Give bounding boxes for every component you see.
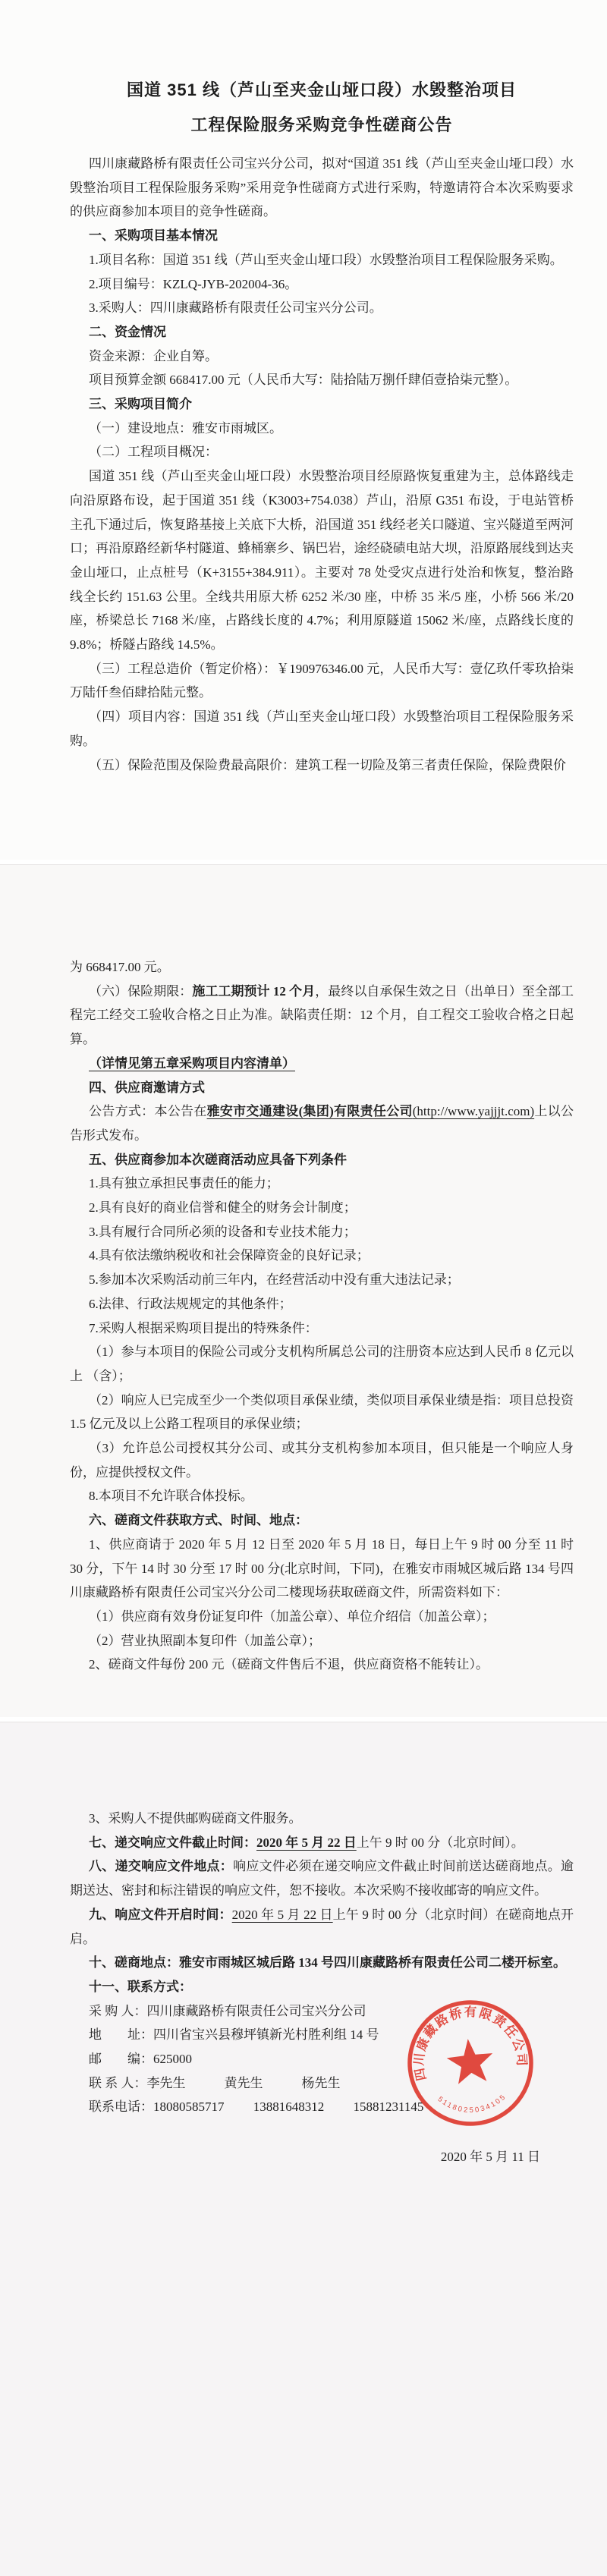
text-segment: （1）参与本项目的保险公司或分支机构所属总公司的注册资本应达到人民币 8 亿元以上 （含）；	[70, 1345, 574, 1383]
text-segment: （1）供应商有效身份证复印件（加盖公章）、单位介绍信（加盖公章）；	[89, 1609, 495, 1624]
text-segment: 项目预算金额 668417.00 元（人民币大写：陆拾陆万捌仟肆佰壹拾柒元整）。	[89, 373, 518, 388]
paragraph	[70, 417, 574, 441]
text-segment: （二）工程项目概况：	[89, 445, 218, 460]
paragraph	[70, 248, 574, 272]
text-segment: 地 址：四川省宝兴县穆坪镇新光村胜利组 14 号	[89, 2027, 379, 2043]
text-segment: 1、供应商请于 2020 年 5 月 12 日至 2020 年 5 月 18 日，每日上午 9 时 00 分至 11 时 30 分，下午 14 时 30 分至 17 时 00 分(北京时间，下同)，在雅安市雨城区城后路 134 号四川康藏路桥有限责任公司宝兴分公司二楼现场获取磋商文件，所需资料如下：	[70, 1536, 574, 1600]
text-segment: 四川康藏路桥有限责任公司宝兴分公司，拟对“国道 351 线（芦山至夹金山垭口段）水毁整治项目工程保险服务采购”采用竞争性磋商方式进行采购，特邀请符合本次采购要求的供应商参加本项目的竞争性磋商。	[70, 156, 574, 219]
paragraph	[70, 1653, 574, 1677]
text-segment: ，最终以自承保生效之日（出单日）至全部工程完工经交工验收合格之日止为准。缺陷责任期：12 个月，自工程交工验收合格之日起算。	[70, 983, 574, 1047]
text-segment: 国道 351 线（芦山至夹金山垭口段）水毁整治项目经原路恢复重建为主，总体路线走向沿原路布设，起于国道 351 线（K3003+754.038）芦山，沿原 G351 布设，于电站管桥主孔下通过后，恢复路基接上关底下大桥，沿国道 351 线经老关口隧道、宝兴隧道至两河口；再沿原路经新华村隧道、蜂桶寨乡、锅巴岩，途经硗碛电站大坝，沿原路展线到达夹金山垭口，止点桩号（K+3155+384.911）。主要对 78 处受灾点进行处治和恢复，整治路线全长约 151.63 公里。全线共用原大桥 6252 米/30 座，中桥 35 米/5 座，小桥 566 米/20 座，桥梁总长 7168 米/座，占路线长度的 4.7%；利用原隧道 15062 米/座，点路线长度的 9.8%；桥隧占路线 14.5%。	[70, 469, 574, 653]
text-segment: 6.法律、行政法规规定的其他条件；	[89, 1296, 292, 1311]
paragraph	[70, 1292, 574, 1316]
section-heading	[70, 1508, 574, 1533]
paragraph	[70, 1484, 574, 1508]
stamp-company-text: 四川康藏路桥有限责任公司	[412, 2005, 529, 2082]
text-segment: 2020 年 5 月 22 日	[256, 1835, 357, 1850]
paragraph	[70, 2071, 574, 2096]
text-segment: 十一、联系方式：	[89, 1979, 192, 1994]
document-title-line	[70, 108, 574, 143]
text-segment: 三、采购项目简介	[89, 397, 192, 412]
section-heading	[70, 1052, 574, 1076]
text-segment: 二、资金情况	[89, 324, 166, 339]
paragraph	[70, 440, 574, 464]
section-heading	[70, 320, 574, 344]
text-segment: 3.具有履行合同所必须的设备和专业技术能力；	[89, 1224, 357, 1239]
text-segment: 2.具有良好的商业信誉和健全的财务会计制度；	[89, 1200, 357, 1216]
text-segment: 2、磋商文件每份 200 元（磋商文件售后不退，供应商资格不能转让）。	[89, 1657, 489, 1672]
paragraph	[70, 1436, 574, 1484]
paragraph	[70, 1196, 574, 1220]
paragraph	[70, 1605, 574, 1629]
text-segment: 四、供应商邀请方式	[89, 1080, 205, 1095]
paragraph	[70, 296, 574, 320]
paragraph	[70, 1244, 574, 1268]
document-date	[70, 2145, 574, 2169]
text-segment: 1.具有独立承担民事责任的能力；	[89, 1176, 279, 1191]
paragraph	[70, 1903, 574, 1951]
paragraph	[70, 1629, 574, 1653]
paragraph	[70, 753, 574, 778]
text-segment: 2020 年 5 月 22 日	[231, 1907, 333, 1922]
text-segment: 公告方式：本公告在	[89, 1104, 207, 1119]
text-segment: 六、磋商文件获取方式、时间、地点：	[89, 1513, 308, 1528]
text-segment: 响应文件必须在递交响应文件截止时间前送达磋商地点。逾期送达、密封和标注错误的响应文件，恕不接收。本次采购不接收邮寄的响应文件。	[70, 1859, 574, 1898]
stamp-number-text: 5118025034105	[436, 2092, 508, 2115]
text-segment: 上以公告形式发布。	[70, 1104, 574, 1143]
page-1	[0, 0, 607, 860]
text-segment: （六）保险期限：	[89, 983, 193, 999]
section-heading	[70, 1975, 574, 1999]
paragraph	[70, 1172, 574, 1196]
paragraph	[70, 980, 574, 1052]
text-segment: 3、采购人不提供邮购磋商文件服务。	[89, 1811, 302, 1826]
paragraph	[70, 2095, 574, 2119]
paragraph	[70, 1831, 574, 1855]
paragraph	[70, 1340, 574, 1388]
paragraph	[70, 1220, 574, 1244]
text-segment: （2）响应人已完成至少一个类似项目承保业绩，类似项目承保业绩是指：项目总投资 1.5 亿元及以上公路工程项目的承保业绩；	[70, 1392, 574, 1432]
text-segment: （详情见第五章采购项目内容清单）	[89, 1055, 295, 1071]
text-segment: （一）建设地点：雅安市雨城区。	[89, 420, 282, 436]
paragraph	[70, 1999, 574, 2024]
paragraph	[70, 272, 574, 297]
text-segment: 7.采购人根据采购项目提出的特殊条件：	[89, 1320, 318, 1335]
text-segment: 3.采购人：四川康藏路桥有限责任公司宝兴分公司。	[89, 300, 382, 316]
text-segment: 1.项目名称：国道 351 线（芦山至夹金山垭口段）水毁整治项目工程保险服务采购。	[89, 252, 563, 267]
text-segment: （2）营业执照副本复印件（加盖公章）；	[89, 1633, 321, 1648]
section-heading	[70, 1076, 574, 1100]
paragraph	[70, 1951, 574, 1975]
text-segment: 2.项目编号：KZLQ-JYB-202004-36。	[89, 276, 298, 291]
text-segment: 8.本项目不允许联合体投标。	[89, 1489, 253, 1504]
section-heading	[70, 224, 574, 248]
text-segment: 工程保险服务采购竞争性磋商公告	[190, 115, 453, 134]
text-segment: （3）允许总公司授权其分公司、或其分支机构参加本项目，但只能是一个响应人身份，应提供授权文件。	[70, 1441, 574, 1480]
paragraph	[70, 1854, 574, 1902]
text-segment: 邮 编：625000	[89, 2052, 192, 2067]
text-segment: 九、响应文件开启时间：	[89, 1907, 232, 1922]
text-segment: 十、磋商地点：雅安市雨城区城后路 134 号四川康藏路桥有限责任公司二楼开标室。	[89, 1955, 566, 1971]
text-segment: 七、递交响应文件截止时间：	[89, 1835, 256, 1850]
text-segment: 施工工期预计 12 个月	[192, 983, 316, 999]
text-segment: 为 668417.00 元。	[70, 960, 170, 974]
paragraph	[70, 344, 574, 369]
text-segment: 资金来源：企业自筹。	[89, 348, 218, 363]
paragraph	[70, 1389, 574, 1436]
text-segment: 联系电话：18080585717 13881648312 15881231145	[89, 2099, 424, 2115]
text-segment: 联 系 人：李先生 黄先生 杨先生	[89, 2075, 341, 2090]
text-segment: (http://www.yajjjt.com)	[412, 1104, 535, 1119]
paragraph	[70, 368, 574, 392]
text-segment: 4.具有依法缴纳税收和社会保障资金的良好记录；	[89, 1248, 370, 1263]
section-heading	[70, 392, 574, 417]
paragraph	[70, 955, 574, 980]
paragraph	[70, 1316, 574, 1341]
paragraph	[70, 2047, 574, 2071]
paragraph	[70, 152, 574, 224]
text-segment: （四）项目内容：国道 351 线（芦山至夹金山垭口段）水毁整治项目工程保险服务采购。	[70, 709, 574, 748]
paragraph	[70, 657, 574, 705]
text-segment: 上午 9 时 00 分（北京时间）在磋商地点开启。	[70, 1907, 574, 1946]
text-segment: 上午 9 时 00 分（北京时间）。	[356, 1835, 524, 1850]
paragraph	[70, 705, 574, 753]
paragraph	[70, 1807, 574, 1831]
document-title-line	[70, 73, 574, 108]
text-segment: （三）工程总造价（暂定价格）：￥190976346.00 元，人民币大写：壹亿玖仟零玖拾柒万陆仟叁佰肆拾陆元整。	[70, 661, 574, 700]
page-2	[0, 864, 607, 1717]
paragraph	[70, 1268, 574, 1292]
text-segment: 采 购 人：四川康藏路桥有限责任公司宝兴分公司	[89, 2003, 366, 2018]
section-heading	[70, 1148, 574, 1172]
text-segment: 一、采购项目基本情况	[89, 228, 218, 244]
text-segment: 国道 351 线（芦山至夹金山垭口段）水毁整治项目	[127, 80, 517, 99]
paragraph	[70, 1099, 574, 1147]
paragraph	[70, 2023, 574, 2047]
text-segment: （五）保险范围及保险费最高限价：建筑工程一切险及第三者责任保险，保险费限价	[89, 757, 566, 772]
text-segment: 2020 年 5 月 11 日	[440, 2150, 540, 2165]
text-segment: 五、供应商参加本次磋商活动应具备下列条件	[89, 1152, 347, 1167]
page-3	[0, 1722, 607, 2576]
text-segment: 八、递交响应文件地点：	[89, 1859, 234, 1874]
paragraph	[70, 1533, 574, 1605]
text-segment: 雅安市交通建设(集团)有限责任公司	[206, 1104, 413, 1119]
text-segment: 5.参加本次采购活动前三年内，在经营活动中没有重大违法记录；	[89, 1272, 460, 1288]
paragraph	[70, 464, 574, 657]
